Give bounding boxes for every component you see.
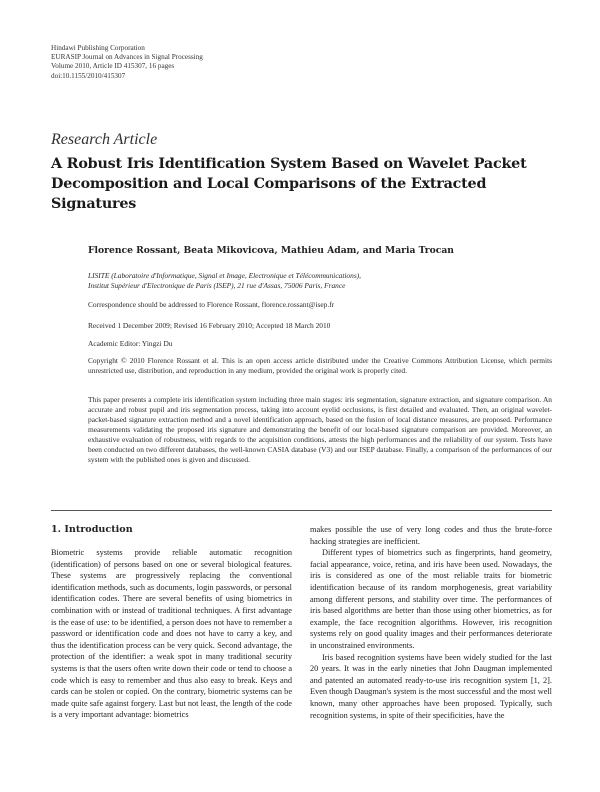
publisher-line: Hindawi Publishing Corporation: [51, 44, 145, 52]
volume-line: Volume 2010, Article ID 415307, 16 pages: [51, 62, 175, 71]
body-paragraph: Different types of biometrics such as fingerprints, hand geometry, facial appearance, voice, retina, and iris have been used. Nowadays, the iris is considered as one of the most reliable traits for biometric identification because of its random morphogenesis, great variability among different persons, and stability over time. The performances of iris based algorithms are better than those using other biometrics, as for example, the face recognition algorithms. However, iris recognition systems rely on good quality images and their performances deteriorate in unconstrained environments.: [310, 548, 552, 650]
article-type: Research Article: [51, 131, 158, 148]
copyright-notice: Copyright © 2010 Florence Rossant et al. This is an open access article distributed under the Creative Commons Attribution License, which permits unrestricted use, distribution, and reproduction in any medium, provided the original work is properly cited.: [88, 356, 552, 375]
author-list: Florence Rossant, Beata Mikovicova, Mathieu Adam, and Maria Trocan: [88, 245, 454, 256]
received-dates: Received 1 December 2009; Revised 16 February 2010; Accepted 18 March 2010: [88, 321, 331, 330]
paper-title: A Robust Iris Identification System Based on Wavelet Packet Decomposition and Local Comparisons of the Extracted Signatures: [51, 156, 527, 212]
abstract: This paper presents a complete iris identification system including three main stages: iris segmentation, signature extraction, and signature comparison. An accurate and robust pupil and iris segmentation process, taking into account eyelid occlusions, is first detailed and evaluated. Then, an original wavelet-packet-based signature extraction method and a novel identification approach, based on the fusion of local distance measures, are proposed. Performance measurements validating the proposed iris signature and demonstrating the benefit of our local-based signature comparison are provided. Moreover, an exhaustive evaluation of robustness, with regards to the acquisition conditions, attests the high performances and the reliability of our system. Tests have been conducted on two different databases, the well-known CASIA database (V3) and our ISEP database. Finally, a comparison of the performances of our system with the published ones is given and discussed.: [88, 395, 552, 464]
affiliation: [88, 271, 552, 291]
doi-line: doi:10.1155/2010/415307: [51, 71, 126, 80]
right-column: [310, 524, 552, 721]
section-divider: [51, 510, 552, 511]
left-column: [51, 547, 292, 721]
body-paragraph: Iris based recognition systems have been widely studied for the last 20 years. It was in the early nineties that John Daugman implemented and patented an automated ready-to-use iris recognition system [1, 2]. Even though Daugman's system is the most successful and the most well known, many other approaches have been proposed. Typically, such recognition systems, in spite of their specificities, have the: [310, 652, 552, 720]
body-paragraph: Biometric systems provide reliable automatic recognition (identification) of persons based on one or several biological features. These systems are progressively replacing the conventional identification methods, such as documents, login passwords, or personal identification codes. There are several benefits of using biometrics in combination with or instead of traditional techniques. A first advantage is the ease of use: to be identified, a person does not have to remember a password or identification code and does not have to carry a key, and thus the identification process can be very quick. Second advantage, the protection of the identifier: a weak spot in many traditional security systems is that the users often write down their code or tend to choose a code which is easy to remember and thus also easy to break. Keys and cards can be stolen or copied. On the contrary, biometric systems can be made quite safe against forgery. Last but not least, the length of the code is a very important advantage: biometrics: [51, 548, 292, 720]
affiliation-line-2: Institut Supérieur d'Electronique de Paris (ISEP), 21 rue d'Assas, 75006 Paris, France: [88, 281, 346, 290]
academic-editor: Academic Editor: Yingzi Du: [88, 339, 173, 348]
body-paragraph: makes possible the use of very long codes and thus the brute-force hacking strategies are inefficient.: [310, 525, 552, 546]
affiliation-line-1: LISITE (Laboratoire d'Informatique, Signal et Image, Electronique et Télécommunications),: [88, 271, 362, 280]
journal-header: [51, 44, 203, 81]
section-heading: 1. Introduction: [51, 524, 133, 535]
journal-line: EURASIP Journal on Advances in Signal Processing: [51, 53, 203, 62]
correspondence-note: Correspondence should be addressed to Florence Rossant, florence.rossant@isep.fr: [88, 300, 335, 309]
